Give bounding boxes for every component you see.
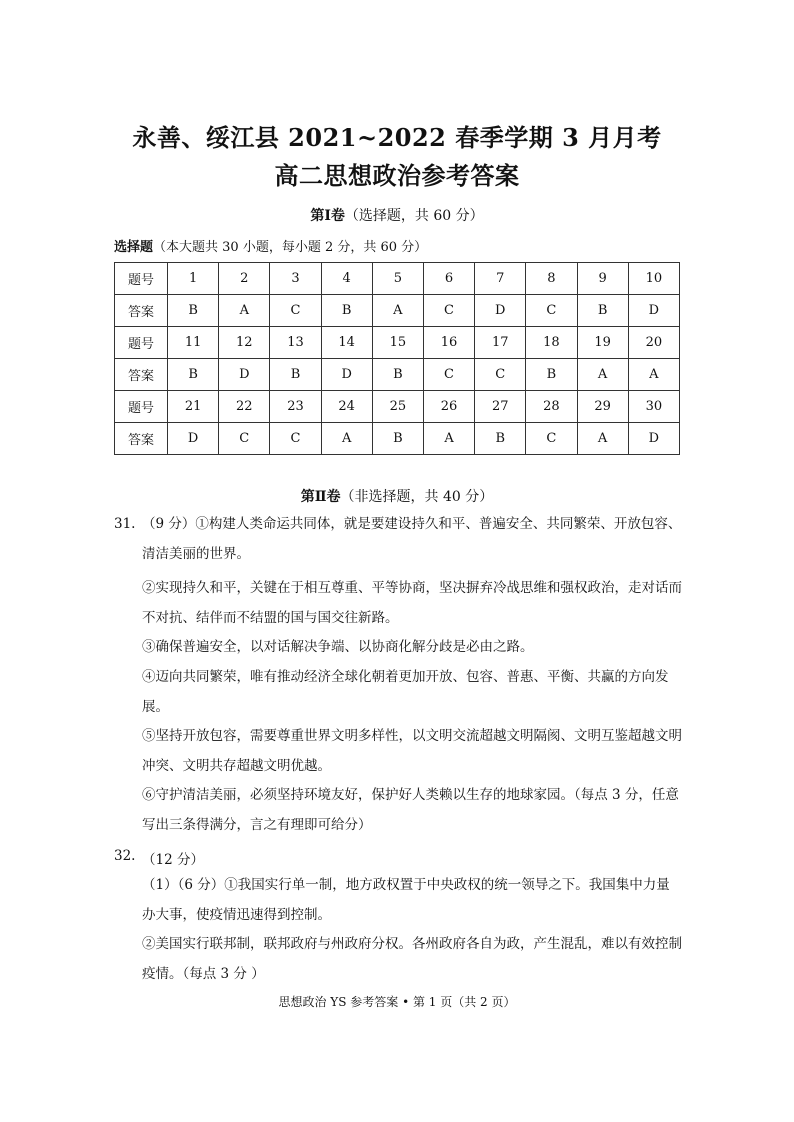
answer-row-label: 答案 [115, 423, 168, 455]
page-footer: 思想政治 YS 参考答案 • 第 1 页（共 2 页） [278, 995, 516, 1009]
question-number-cell: 20 [628, 327, 679, 359]
question-number-row [115, 263, 680, 295]
answer-cell: A [219, 295, 270, 327]
answer-row [115, 423, 680, 455]
answer-cell: B [270, 359, 321, 391]
question-number-cell: 26 [423, 391, 474, 423]
page-title: 永善、绥江县 2021~2022 春季学期 3 月月考 [132, 123, 662, 152]
answer-cell: C [475, 359, 526, 391]
answer-cell: B [577, 295, 628, 327]
section-one-desc: （选择题，共 60 分） [344, 208, 484, 224]
answer-cell: A [321, 423, 372, 455]
q31-point-4: ④迈向共同繁荣，唯有推动经济全球化朝着更加开放、包容、普惠、平衡、共赢的方向发展。 [142, 669, 669, 715]
q31-point-5: ⑤坚持开放包容，需要尊重世界文明多样性，以文明交流超越文明隔阂、文明互鉴超越文明冲突、文明共存超越文明优越。 [142, 728, 682, 774]
question-number-cell: 1 [168, 263, 219, 295]
q31-point-6: ⑥守护清洁美丽，必须坚持环境友好，保护好人类赖以生存的地球家园。（每点 3 分，任意写出三条得满分，言之有理即可给分） [142, 787, 679, 833]
answer-cell: B [168, 359, 219, 391]
answer-cell: D [321, 359, 372, 391]
answer-cell: C [526, 423, 577, 455]
q31-point-3: ③确保普遍安全，以对话解决争端、以协商化解分歧是必由之路。 [142, 639, 534, 655]
section-two-label: 第Ⅱ卷 [300, 489, 341, 505]
answer-cell: C [423, 295, 474, 327]
answer-cell: D [628, 295, 679, 327]
page-subtitle: 高二思想政治参考答案 [274, 161, 520, 190]
answer-cell: B [372, 359, 423, 391]
question-number-cell: 27 [475, 391, 526, 423]
question-number-cell: 29 [577, 391, 628, 423]
answer-cell: D [219, 359, 270, 391]
q31-point-2: ②实现持久和平，关键在于相互尊重、平等协商，坚决摒弃冷战思维和强权政治，走对话而不对抗、结伴而不结盟的国与国交往新路。 [142, 580, 682, 626]
question-number-cell: 7 [475, 263, 526, 295]
answer-cell: A [577, 423, 628, 455]
answer-cell: C [526, 295, 577, 327]
answer-cell: B [372, 423, 423, 455]
answer-table [114, 262, 680, 455]
question-number-cell: 9 [577, 263, 628, 295]
question-number-cell: 30 [628, 391, 679, 423]
answer-row-label: 答案 [115, 359, 168, 391]
section-two-heading [0, 486, 794, 506]
answer-cell: C [270, 423, 321, 455]
question-number-cell: 8 [526, 263, 577, 295]
question-number-cell: 23 [270, 391, 321, 423]
question-number-cell: 19 [577, 327, 628, 359]
q32-number: 32. [114, 848, 136, 864]
answer-cell: D [475, 295, 526, 327]
answer-row [115, 295, 680, 327]
question-number-row [115, 391, 680, 423]
question-number-cell: 13 [270, 327, 321, 359]
answer-cell: B [168, 295, 219, 327]
q31-point-1: （9 分）①构建人类命运共同体，就是要建设持久和平、普遍安全、共同繁荣、开放包容、清洁美丽的世界。 [142, 516, 682, 562]
question-number-cell: 10 [628, 263, 679, 295]
answer-cell: C [219, 423, 270, 455]
question-number-cell: 15 [372, 327, 423, 359]
answer-cell: B [321, 295, 372, 327]
choice-intro [114, 236, 427, 255]
q32-part-2: ②美国实行联邦制，联邦政府与州政府分权。各州政府各自为政，产生混乱，难以有效控制疫情。（每点 3 分 ） [142, 936, 682, 982]
question-number-cell: 11 [168, 327, 219, 359]
answer-cell: D [628, 423, 679, 455]
question-number-cell: 5 [372, 263, 423, 295]
question-number-row [115, 327, 680, 359]
question-number-row-label: 题号 [115, 263, 168, 295]
question-number-cell: 21 [168, 391, 219, 423]
answer-cell: C [270, 295, 321, 327]
answer-cell: D [168, 423, 219, 455]
question-number-cell: 22 [219, 391, 270, 423]
question-number-cell: 16 [423, 327, 474, 359]
q31-number: 31. [114, 516, 136, 532]
answer-cell: A [423, 423, 474, 455]
question-number-cell: 12 [219, 327, 270, 359]
q32-part-1: （1）（6 分）①我国实行单一制，地方政权置于中央政权的统一领导之下。我国集中力量办大事，使疫情迅速得到控制。 [142, 877, 670, 923]
answer-cell: A [577, 359, 628, 391]
choice-intro-desc: （本大题共 30 小题，每小题 2 分，共 60 分） [153, 240, 428, 255]
question-number-cell: 25 [372, 391, 423, 423]
answer-cell: A [372, 295, 423, 327]
answer-cell: B [526, 359, 577, 391]
answer-cell: B [475, 423, 526, 455]
question-number-row-label: 题号 [115, 327, 168, 359]
question-number-cell: 2 [219, 263, 270, 295]
choice-intro-label: 选择题 [114, 240, 154, 255]
question-number-row-label: 题号 [115, 391, 168, 423]
section-two-desc: （非选择题，共 40 分） [340, 489, 494, 505]
question-number-cell: 18 [526, 327, 577, 359]
question-number-cell: 24 [321, 391, 372, 423]
answer-cell: A [628, 359, 679, 391]
answer-cell: C [423, 359, 474, 391]
question-number-cell: 6 [423, 263, 474, 295]
question-number-cell: 3 [270, 263, 321, 295]
section-one-label: 第Ⅰ卷 [310, 208, 345, 224]
answer-row [115, 359, 680, 391]
section-one-heading [0, 205, 794, 225]
q32-score: （12 分） [142, 852, 204, 868]
question-number-cell: 28 [526, 391, 577, 423]
question-number-cell: 17 [475, 327, 526, 359]
question-number-cell: 14 [321, 327, 372, 359]
question-number-cell: 4 [321, 263, 372, 295]
answer-row-label: 答案 [115, 295, 168, 327]
